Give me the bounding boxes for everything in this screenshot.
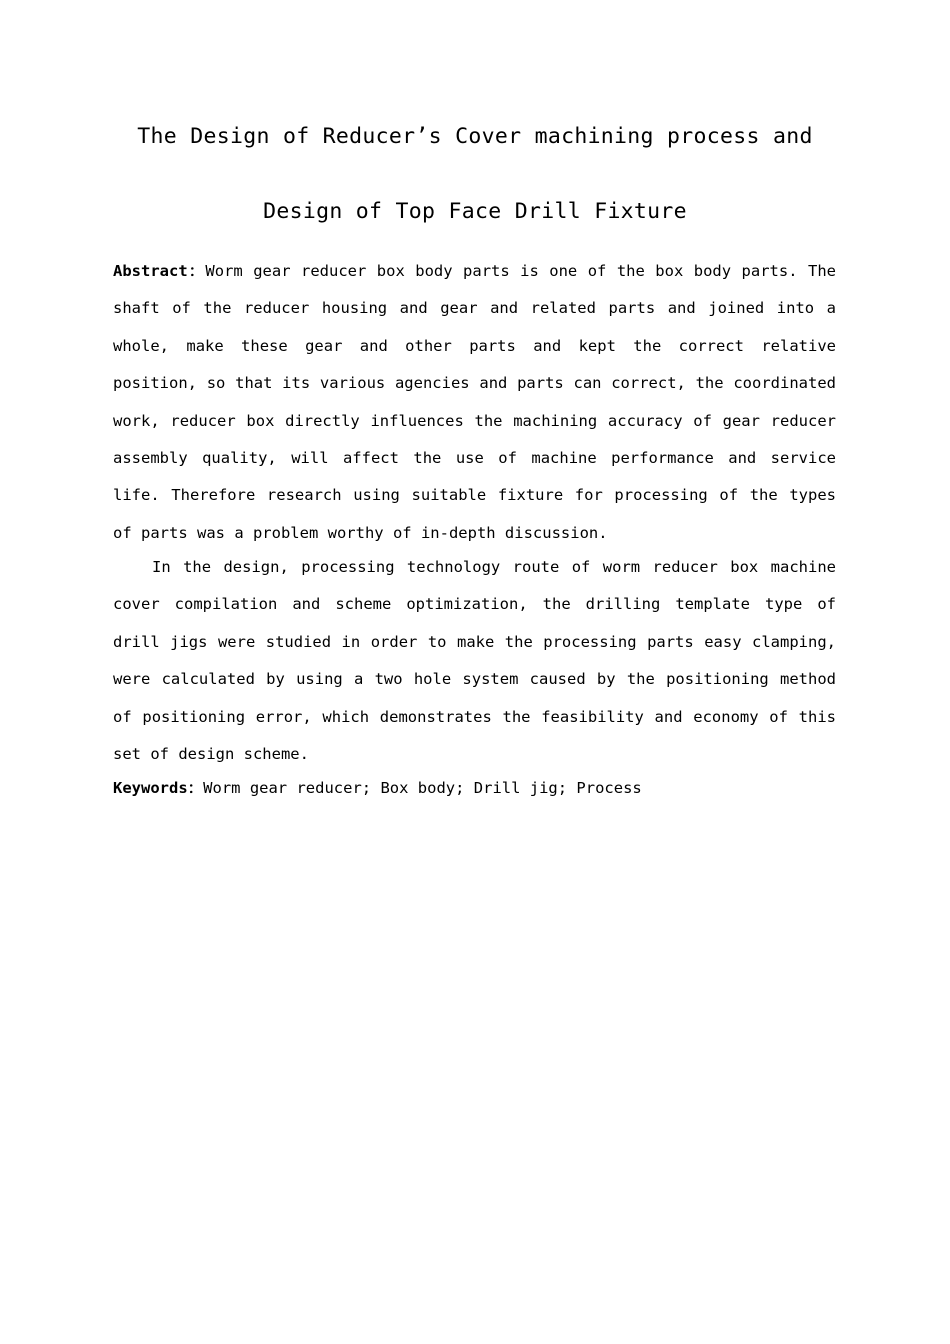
abstract-text-1: Worm gear reducer box body parts is one of the box body parts. The shaft of the reducer housing and gear and related parts and joined into a whole, make these gear and other parts and kept the correct relative position, so that its various agencies and parts can correct, the coordinated work, reducer box directly influences the machining accuracy of gear reducer assembly quality, will affect the use of machine performance and service life. Therefore research using suitable fixture for processing of the types of parts was a problem worthy of in-depth discussion. — [113, 262, 836, 542]
title-line-2: Design of Top Face Drill Fixture — [263, 199, 687, 224]
abstract-paragraph-2: In the design, processing technology route of worm reducer box machine cover compilation and scheme optimization, the drilling template type of drill jigs were studied in order to make the processing parts easy clamping, were calculated by using a two hole system caused by the positioning method of positioning error, which demonstrates the feasibility and economy of this set of design scheme. — [113, 558, 836, 764]
title-line-1: The Design of Reducer’s Cover machining process and — [137, 124, 813, 149]
keywords-label: Keywords： — [113, 779, 204, 797]
keywords-text: Worm gear reducer; Box body; Drill jig; Process — [203, 779, 642, 797]
abstract-paragraph-1 — [113, 253, 836, 552]
abstract-label: Abstract： — [113, 262, 206, 280]
keywords-line — [113, 770, 836, 807]
